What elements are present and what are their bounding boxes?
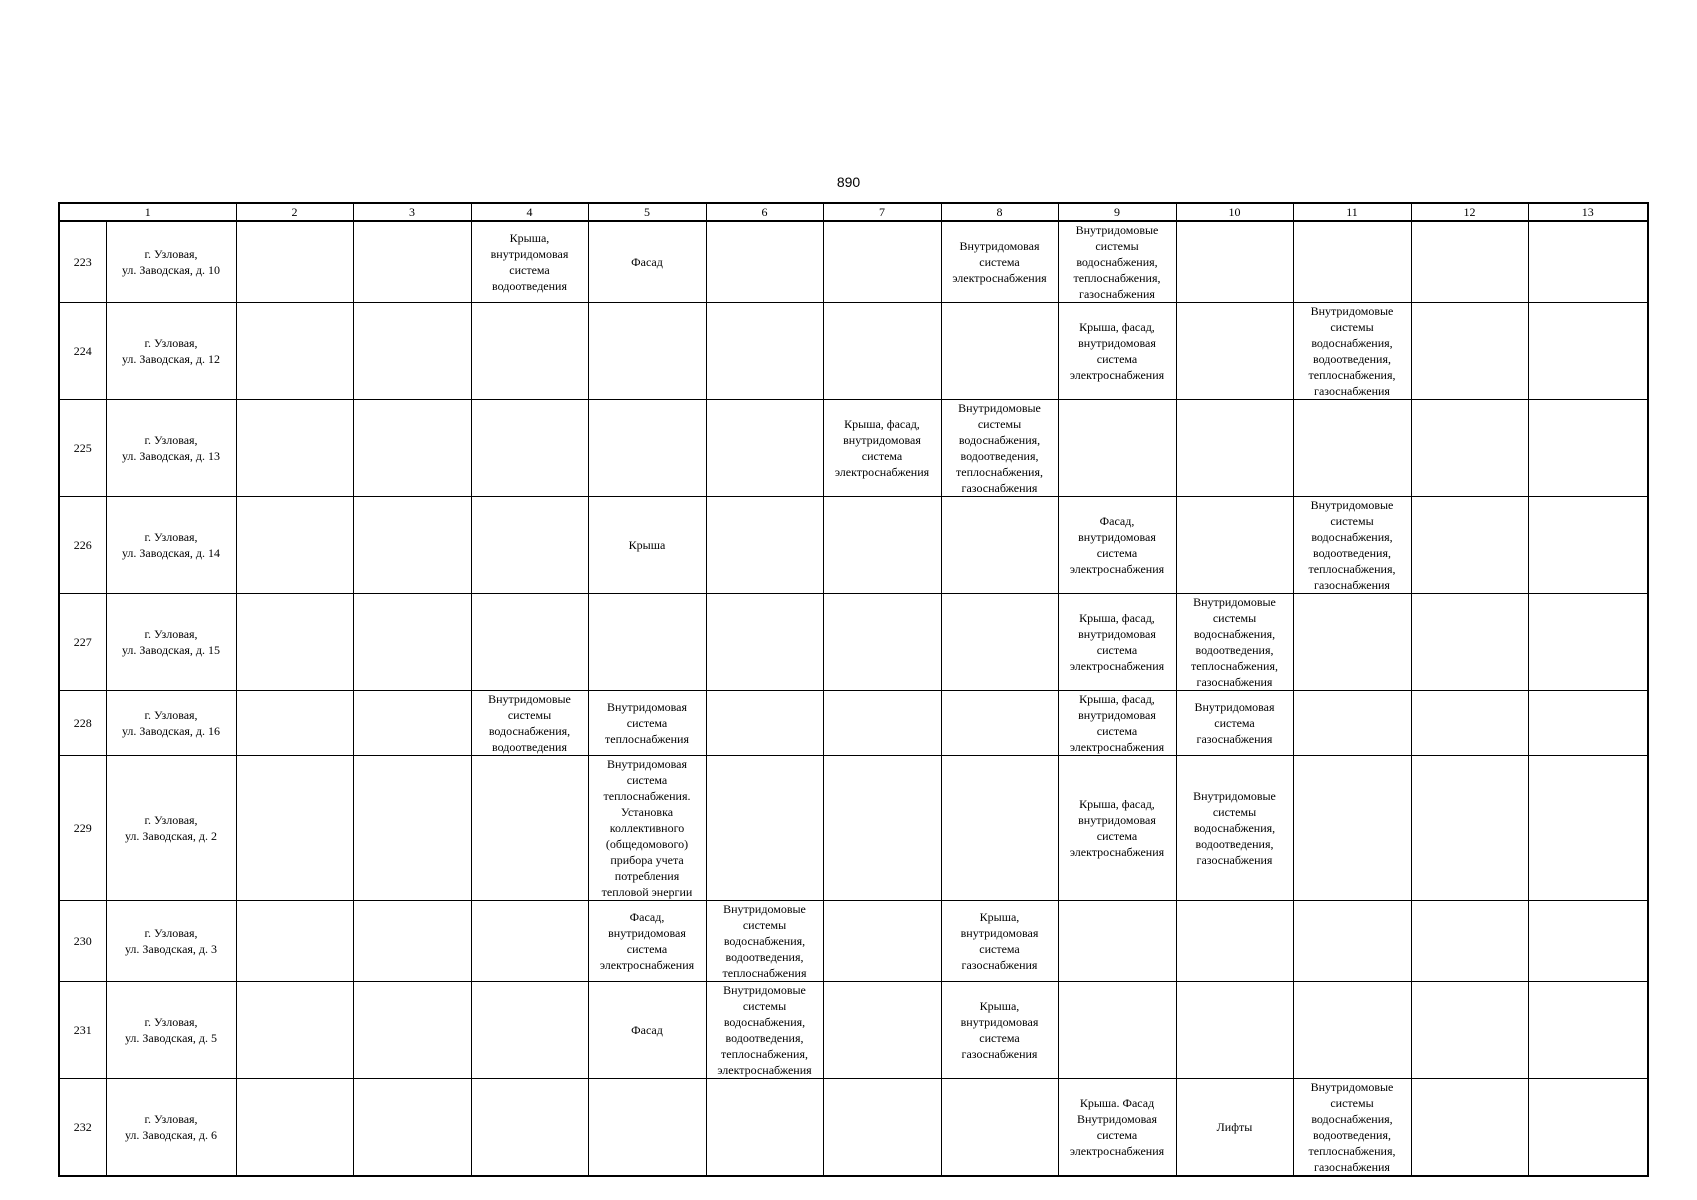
work-cell-col-3 xyxy=(353,594,471,691)
work-cell-col-9: Крыша, фасад, внутридомовая система электроснабжения xyxy=(1058,691,1176,756)
column-header: 1 xyxy=(59,203,236,221)
address-cell: г. Узловая, ул. Заводская, д. 14 xyxy=(106,497,236,594)
work-cell-col-11: Внутридомовые системы водоснабжения, водоотведения, теплоснабжения, газоснабжения xyxy=(1293,497,1411,594)
work-cell-col-8 xyxy=(941,594,1058,691)
work-cell-col-10 xyxy=(1176,221,1293,303)
work-cell-col-6 xyxy=(706,1079,823,1177)
work-cell-col-2 xyxy=(236,594,353,691)
work-cell-col-13 xyxy=(1528,1079,1648,1177)
work-cell-col-10 xyxy=(1176,497,1293,594)
work-cell-col-7 xyxy=(823,901,941,982)
work-cell-col-10 xyxy=(1176,901,1293,982)
work-cell-col-10: Внутридомовая система газоснабжения xyxy=(1176,691,1293,756)
work-cell-col-4 xyxy=(471,982,588,1079)
work-cell-col-7 xyxy=(823,303,941,400)
work-cell-col-6 xyxy=(706,400,823,497)
work-cell-col-3 xyxy=(353,221,471,303)
work-cell-col-11 xyxy=(1293,756,1411,901)
work-cell-col-13 xyxy=(1528,691,1648,756)
work-cell-col-7 xyxy=(823,1079,941,1177)
address-cell: г. Узловая, ул. Заводская, д. 6 xyxy=(106,1079,236,1177)
column-header: 12 xyxy=(1411,203,1528,221)
work-cell-col-13 xyxy=(1528,303,1648,400)
table-row xyxy=(59,756,1648,901)
work-cell-col-5 xyxy=(588,1079,706,1177)
work-cell-col-13 xyxy=(1528,497,1648,594)
work-cell-col-12 xyxy=(1411,497,1528,594)
work-cell-col-7 xyxy=(823,691,941,756)
work-cell-col-6: Внутридомовые системы водоснабжения, водоотведения, теплоснабжения, электроснабжения xyxy=(706,982,823,1079)
work-cell-col-5: Фасад, внутридомовая система электроснабжения xyxy=(588,901,706,982)
work-cell-col-12 xyxy=(1411,400,1528,497)
header-row xyxy=(59,203,1648,221)
column-header: 7 xyxy=(823,203,941,221)
table-row xyxy=(59,303,1648,400)
column-header: 6 xyxy=(706,203,823,221)
table-row xyxy=(59,221,1648,303)
page-number: 890 xyxy=(836,174,861,190)
work-cell-col-11 xyxy=(1293,901,1411,982)
work-cell-col-9: Крыша, фасад, внутридомовая система электроснабжения xyxy=(1058,756,1176,901)
work-cell-col-2 xyxy=(236,691,353,756)
column-header: 9 xyxy=(1058,203,1176,221)
work-cell-col-8 xyxy=(941,756,1058,901)
work-cell-col-7: Крыша, фасад, внутридомовая система электроснабжения xyxy=(823,400,941,497)
row-number: 227 xyxy=(59,594,106,691)
work-cell-col-6 xyxy=(706,303,823,400)
column-header: 11 xyxy=(1293,203,1411,221)
column-header: 5 xyxy=(588,203,706,221)
work-cell-col-6 xyxy=(706,594,823,691)
row-number: 232 xyxy=(59,1079,106,1177)
work-cell-col-4 xyxy=(471,756,588,901)
work-cell-col-4 xyxy=(471,400,588,497)
address-cell: г. Узловая, ул. Заводская, д. 3 xyxy=(106,901,236,982)
table-row xyxy=(59,901,1648,982)
work-cell-col-11 xyxy=(1293,221,1411,303)
work-cell-col-12 xyxy=(1411,691,1528,756)
table-body xyxy=(59,221,1648,1176)
work-cell-col-11 xyxy=(1293,982,1411,1079)
work-cell-col-10: Внутридомовые системы водоснабжения, водоотведения, теплоснабжения, газоснабжения xyxy=(1176,594,1293,691)
work-cell-col-10: Внутридомовые системы водоснабжения, водоотведения, газоснабжения xyxy=(1176,756,1293,901)
work-cell-col-11 xyxy=(1293,594,1411,691)
work-cell-col-4 xyxy=(471,901,588,982)
work-cell-col-8 xyxy=(941,303,1058,400)
work-cell-col-4 xyxy=(471,1079,588,1177)
work-cell-col-2 xyxy=(236,400,353,497)
work-cell-col-6: Внутридомовые системы водоснабжения, водоотведения, теплоснабжения xyxy=(706,901,823,982)
work-cell-col-10 xyxy=(1176,982,1293,1079)
work-cell-col-9: Крыша, фасад, внутридомовая система электроснабжения xyxy=(1058,594,1176,691)
work-cell-col-4 xyxy=(471,303,588,400)
address-cell: г. Узловая, ул. Заводская, д. 16 xyxy=(106,691,236,756)
work-cell-col-8 xyxy=(941,691,1058,756)
work-cell-col-12 xyxy=(1411,594,1528,691)
work-cell-col-12 xyxy=(1411,901,1528,982)
address-cell: г. Узловая, ул. Заводская, д. 10 xyxy=(106,221,236,303)
row-number: 226 xyxy=(59,497,106,594)
work-cell-col-5: Внутридомовая система теплоснабжения. Установка коллективного (общедомового) прибора учета потребления тепловой энергии xyxy=(588,756,706,901)
work-cell-col-5: Крыша xyxy=(588,497,706,594)
work-cell-col-6 xyxy=(706,691,823,756)
table-row xyxy=(59,594,1648,691)
column-number-header xyxy=(59,203,1648,221)
column-header: 3 xyxy=(353,203,471,221)
work-cell-col-2 xyxy=(236,1079,353,1177)
table-row xyxy=(59,497,1648,594)
work-cell-col-9: Крыша. Фасад Внутридомовая система электроснабжения xyxy=(1058,1079,1176,1177)
work-cell-col-13 xyxy=(1528,901,1648,982)
work-cell-col-13 xyxy=(1528,982,1648,1079)
work-cell-col-8: Крыша, внутридомовая система газоснабжения xyxy=(941,901,1058,982)
work-cell-col-6 xyxy=(706,221,823,303)
table-row xyxy=(59,1079,1648,1177)
work-cell-col-12 xyxy=(1411,756,1528,901)
column-header: 13 xyxy=(1528,203,1648,221)
work-cell-col-13 xyxy=(1528,594,1648,691)
work-cell-col-4: Внутридомовые системы водоснабжения, водоотведения xyxy=(471,691,588,756)
work-cell-col-2 xyxy=(236,982,353,1079)
work-cell-col-7 xyxy=(823,594,941,691)
work-cell-col-9 xyxy=(1058,982,1176,1079)
work-cell-col-11: Внутридомовые системы водоснабжения, водоотведения, теплоснабжения, газоснабжения xyxy=(1293,1079,1411,1177)
work-cell-col-3 xyxy=(353,400,471,497)
work-cell-col-7 xyxy=(823,756,941,901)
work-cell-col-8: Внутридомовая система электроснабжения xyxy=(941,221,1058,303)
work-cell-col-4 xyxy=(471,497,588,594)
work-cell-col-2 xyxy=(236,497,353,594)
address-cell: г. Узловая, ул. Заводская, д. 2 xyxy=(106,756,236,901)
work-cell-col-9 xyxy=(1058,901,1176,982)
work-cell-col-7 xyxy=(823,982,941,1079)
work-cell-col-8: Крыша, внутридомовая система газоснабжения xyxy=(941,982,1058,1079)
work-cell-col-9 xyxy=(1058,400,1176,497)
work-cell-col-12 xyxy=(1411,982,1528,1079)
work-cell-col-3 xyxy=(353,901,471,982)
work-cell-col-6 xyxy=(706,497,823,594)
work-cell-col-5 xyxy=(588,303,706,400)
work-cell-col-10: Лифты xyxy=(1176,1079,1293,1177)
column-header: 10 xyxy=(1176,203,1293,221)
work-cell-col-13 xyxy=(1528,221,1648,303)
work-cell-col-5: Фасад xyxy=(588,982,706,1079)
row-number: 228 xyxy=(59,691,106,756)
address-cell: г. Узловая, ул. Заводская, д. 15 xyxy=(106,594,236,691)
work-cell-col-3 xyxy=(353,691,471,756)
work-cell-col-9: Крыша, фасад, внутридомовая система электроснабжения xyxy=(1058,303,1176,400)
work-cell-col-10 xyxy=(1176,400,1293,497)
address-cell: г. Узловая, ул. Заводская, д. 12 xyxy=(106,303,236,400)
work-cell-col-4 xyxy=(471,594,588,691)
work-cell-col-6 xyxy=(706,756,823,901)
address-cell: г. Узловая, ул. Заводская, д. 13 xyxy=(106,400,236,497)
work-cell-col-11: Внутридомовые системы водоснабжения, водоотведения, теплоснабжения, газоснабжения xyxy=(1293,303,1411,400)
work-cell-col-3 xyxy=(353,303,471,400)
work-cell-col-2 xyxy=(236,756,353,901)
work-cell-col-2 xyxy=(236,901,353,982)
work-cell-col-8 xyxy=(941,1079,1058,1177)
row-number: 223 xyxy=(59,221,106,303)
work-cell-col-5: Внутридомовая система теплоснабжения xyxy=(588,691,706,756)
column-header: 4 xyxy=(471,203,588,221)
work-cell-col-2 xyxy=(236,221,353,303)
work-cell-col-7 xyxy=(823,497,941,594)
work-cell-col-3 xyxy=(353,982,471,1079)
table-row xyxy=(59,982,1648,1079)
row-number: 225 xyxy=(59,400,106,497)
work-cell-col-3 xyxy=(353,756,471,901)
work-cell-col-10 xyxy=(1176,303,1293,400)
work-cell-col-8 xyxy=(941,497,1058,594)
column-header: 2 xyxy=(236,203,353,221)
work-cell-col-3 xyxy=(353,1079,471,1177)
work-cell-col-12 xyxy=(1411,1079,1528,1177)
work-cell-col-13 xyxy=(1528,400,1648,497)
work-cell-col-12 xyxy=(1411,303,1528,400)
work-cell-col-7 xyxy=(823,221,941,303)
work-cell-col-8: Внутридомовые системы водоснабжения, водоотведения, теплоснабжения, газоснабжения xyxy=(941,400,1058,497)
work-cell-col-4: Крыша, внутридомовая система водоотведения xyxy=(471,221,588,303)
row-number: 231 xyxy=(59,982,106,1079)
work-cell-col-11 xyxy=(1293,400,1411,497)
work-cell-col-5 xyxy=(588,594,706,691)
table-row xyxy=(59,400,1648,497)
work-cell-col-5: Фасад xyxy=(588,221,706,303)
column-header: 8 xyxy=(941,203,1058,221)
work-cell-col-3 xyxy=(353,497,471,594)
row-number: 230 xyxy=(59,901,106,982)
work-cell-col-5 xyxy=(588,400,706,497)
work-cell-col-2 xyxy=(236,303,353,400)
work-cell-col-12 xyxy=(1411,221,1528,303)
repair-schedule-table xyxy=(58,202,1649,1177)
row-number: 229 xyxy=(59,756,106,901)
work-cell-col-9: Внутридомовые системы водоснабжения, теплоснабжения, газоснабжения xyxy=(1058,221,1176,303)
work-cell-col-13 xyxy=(1528,756,1648,901)
row-number: 224 xyxy=(59,303,106,400)
table-row xyxy=(59,691,1648,756)
work-cell-col-11 xyxy=(1293,691,1411,756)
address-cell: г. Узловая, ул. Заводская, д. 5 xyxy=(106,982,236,1079)
work-cell-col-9: Фасад, внутридомовая система электроснабжения xyxy=(1058,497,1176,594)
